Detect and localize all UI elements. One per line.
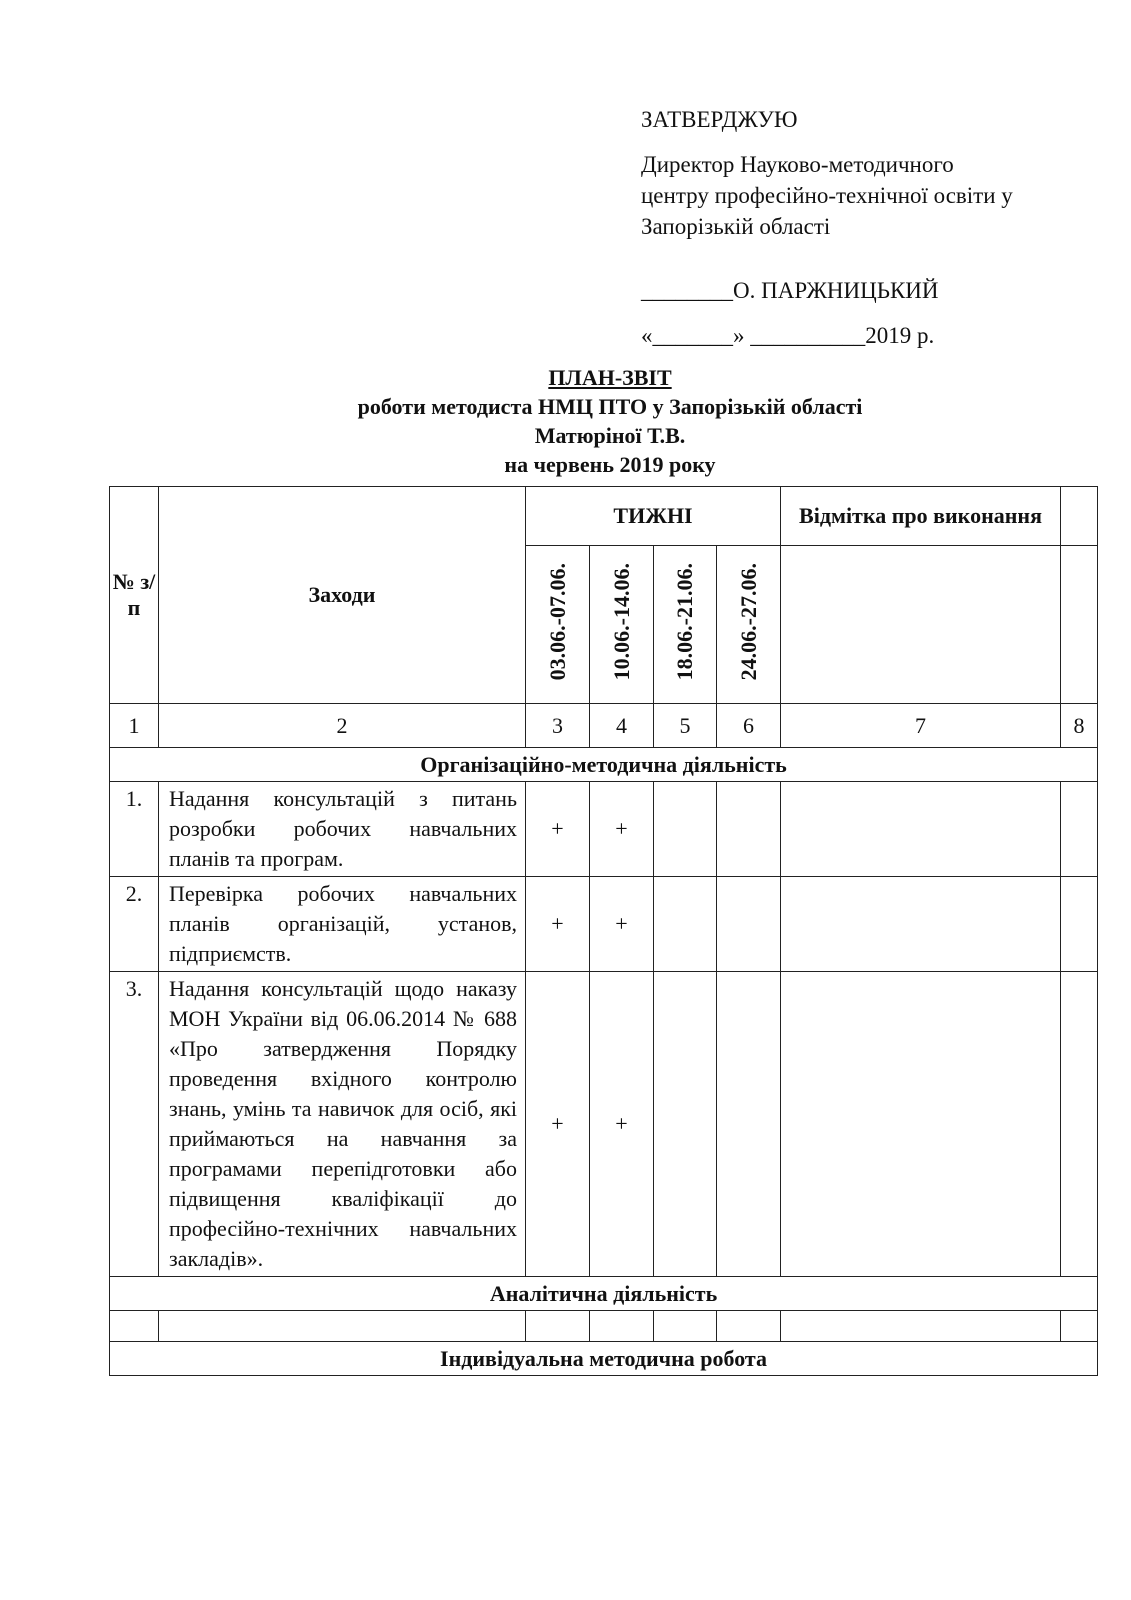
table-row [110,877,1098,972]
week-mark [654,877,717,972]
approval-position-line: центру професійно-технічної освіти у [641,183,1013,208]
row-number: 2. [110,877,159,972]
week-date: 10.06.-14.06. [608,562,634,681]
empty-cell [1061,1311,1098,1342]
empty-cell [781,1311,1061,1342]
week-cell [717,546,781,704]
table-row [110,972,1098,1277]
document-title [110,363,1110,479]
column-number: 2 [159,704,526,748]
approval-position-line: Запорізькій області [641,214,831,239]
column-number: 8 [1061,704,1098,748]
week-cell [654,546,717,704]
header-extra [1061,487,1098,546]
title-line: на червень 2019 року [504,452,716,477]
week-mark: + [590,782,654,877]
week-mark: + [526,972,590,1277]
column-number: 7 [781,704,1061,748]
row-extra [1061,972,1098,1277]
empty-cell [110,1311,159,1342]
column-number: 3 [526,704,590,748]
week-mark [654,782,717,877]
row-activity: Надання консультацій з питань розробки робочих навчальних планів та програм. [159,782,526,877]
row-number: 1. [110,782,159,877]
week-cell [590,546,654,704]
row-activity: Надання консультацій щодо наказу МОН України від 06.06.2014 № 688 «Про затвердження Порядку проведення вхідного контролю знань, умінь та навичок для осіб, які приймаються на навчання за програмами перепідготовки або підвищення кваліфікації до професійно-технічних навчальних закладів». [159,972,526,1277]
empty-row [110,1311,1098,1342]
column-number: 4 [590,704,654,748]
week-date: 03.06.-07.06. [544,562,570,681]
mark-cell [781,546,1061,704]
empty-cell [654,1311,717,1342]
header-mark: Відмітка про виконання [781,487,1061,546]
week-date: 24.06.-27.06. [735,562,761,681]
approval-date-line: «_______» __________2019 р. [641,323,935,348]
week-mark: + [526,782,590,877]
column-number: 5 [654,704,717,748]
row-extra [1061,782,1098,877]
week-mark: + [590,877,654,972]
week-mark [717,782,781,877]
column-number-row [110,704,1098,748]
row-completion-mark [781,972,1061,1277]
empty-cell [717,1311,781,1342]
title-line: Матюріної Т.В. [534,423,686,448]
header-num: № з/п [110,487,159,704]
approval-heading: ЗАТВЕРДЖУЮ [641,107,798,132]
week-mark [654,972,717,1277]
week-cell [526,546,590,704]
extra-cell [1061,546,1098,704]
column-number: 6 [717,704,781,748]
section-heading: Аналітична діяльність [110,1277,1098,1311]
row-activity: Перевірка робочих навчальних планів організацій, установ, підприємств. [159,877,526,972]
row-number: 3. [110,972,159,1277]
section-heading: Індивідуальна методична робота [110,1342,1098,1376]
week-mark [717,877,781,972]
week-date: 18.06.-21.06. [672,562,697,681]
week-mark: + [526,877,590,972]
table-row [110,782,1098,877]
title-line: ПЛАН-ЗВІТ [548,365,672,390]
title-line: роботи методиста НМЦ ПТО у Запорізькій області [357,394,863,419]
empty-cell [159,1311,526,1342]
week-mark [717,972,781,1277]
approval-block [641,104,1101,351]
row-completion-mark [781,877,1061,972]
week-mark: + [590,972,654,1277]
approval-position-line: Директор Науково-методичного [641,152,954,177]
header-activities: Заходи [159,487,526,704]
empty-cell [590,1311,654,1342]
column-number: 1 [110,704,159,748]
approval-signature-line: ________О. ПАРЖНИЦЬКИЙ [641,278,939,303]
row-extra [1061,877,1098,972]
empty-cell [526,1311,590,1342]
row-completion-mark [781,782,1061,877]
plan-table [109,486,1098,1376]
section-heading: Організаційно-методична діяльність [110,748,1098,782]
header-weeks: ТИЖНІ [526,487,781,546]
